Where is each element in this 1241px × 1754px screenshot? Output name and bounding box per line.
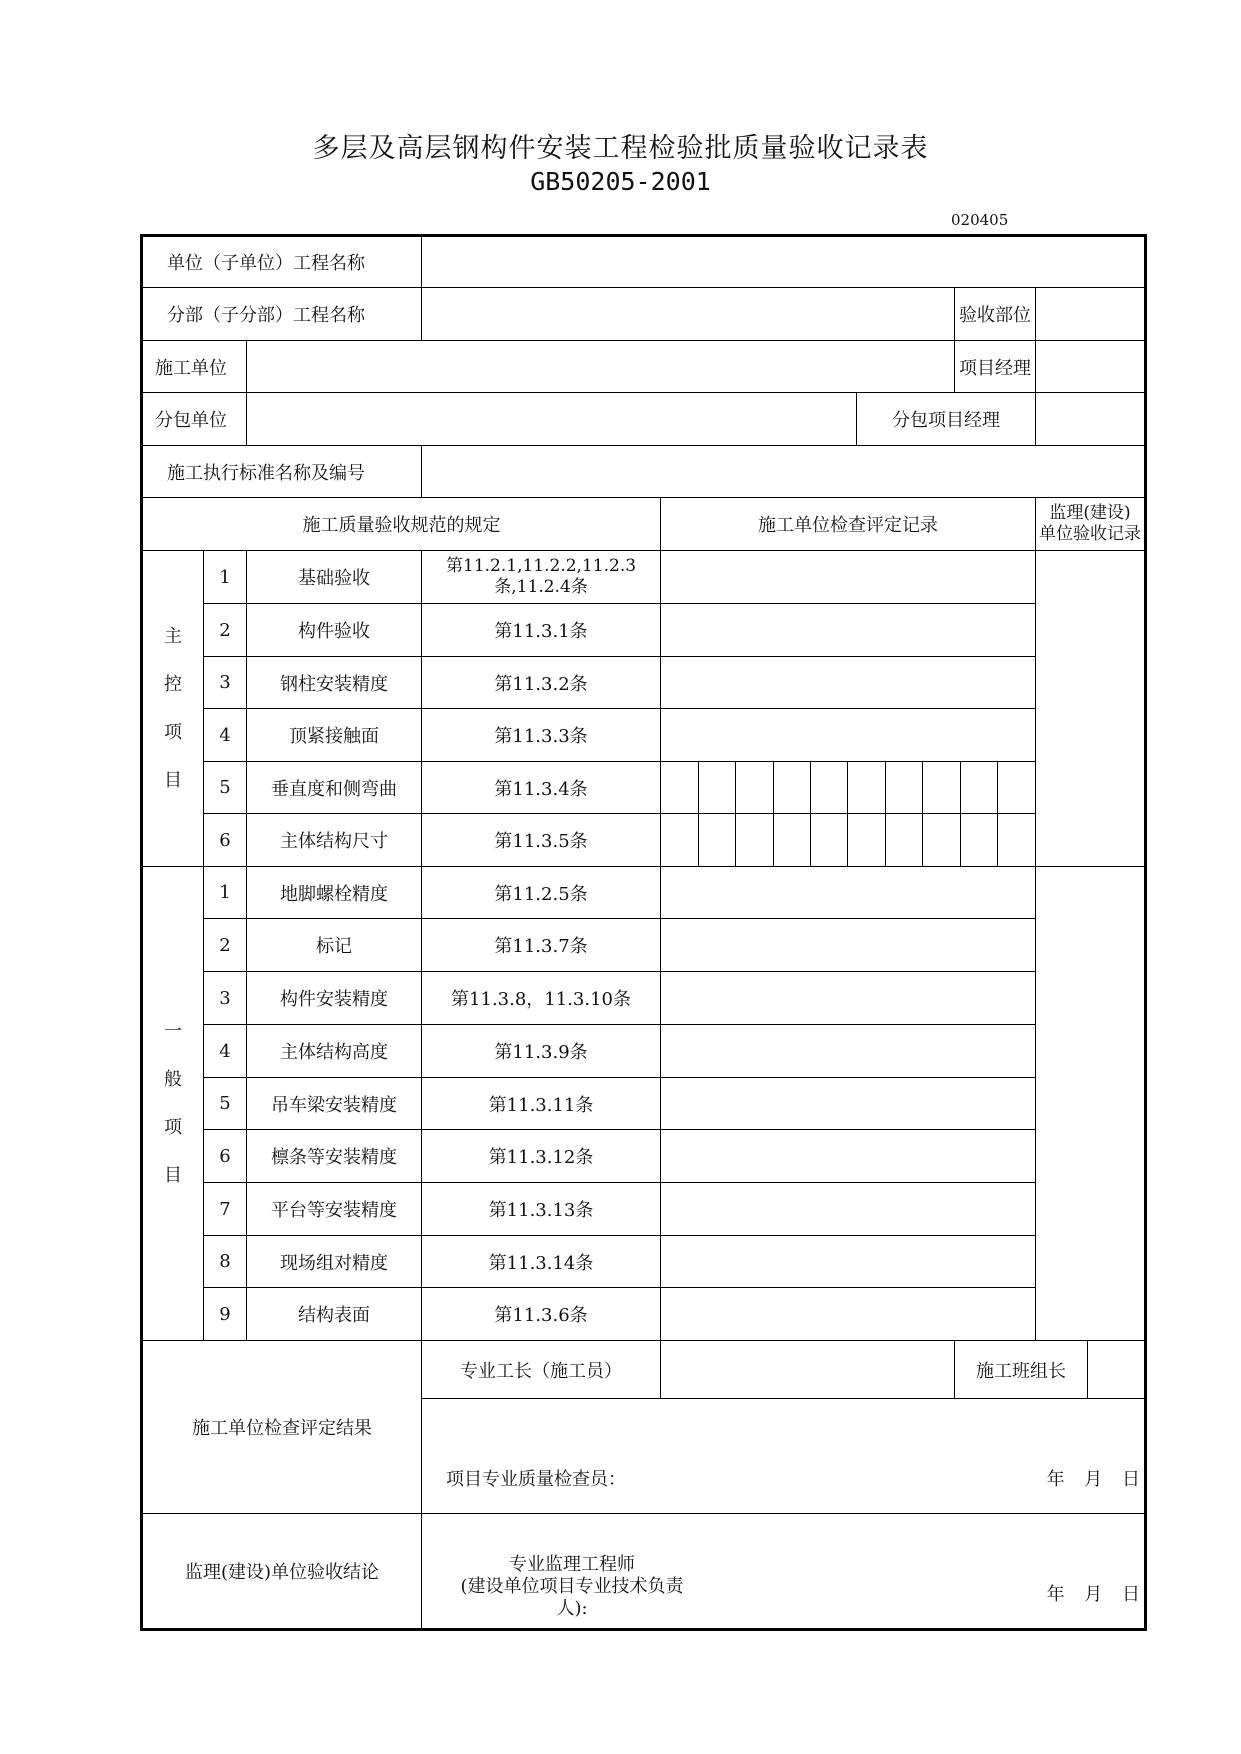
spec-column-header: 施工质量验收规范的规定 [142, 498, 661, 551]
supervision-conclusion-label: 监理(建设)单位验收结论 [142, 1514, 422, 1630]
item-clause: 第11.3.4条 [422, 762, 661, 814]
measurement-cells [661, 762, 1036, 814]
construction-result-label: 施工单位检查评定结果 [142, 1341, 422, 1514]
measurement-cell[interactable] [736, 762, 773, 813]
item-clause: 第11.3.3条 [422, 709, 661, 762]
item-name: 钢柱安装精度 [247, 657, 422, 709]
item-clause: 第11.3.13条 [422, 1183, 661, 1236]
inspection-record[interactable] [661, 867, 1036, 919]
measurement-cell[interactable] [736, 814, 773, 866]
general-supervision-record[interactable] [1036, 867, 1146, 1341]
item-name: 吊车梁安装精度 [247, 1078, 422, 1130]
inspection-record[interactable] [661, 1025, 1036, 1078]
item-number: 2 [204, 604, 247, 657]
item-name: 平台等安装精度 [247, 1183, 422, 1236]
item-clause: 第11.3.9条 [422, 1025, 661, 1078]
construction-unit-label: 施工单位 [142, 341, 247, 393]
group-char: 项 [164, 1116, 182, 1138]
acceptance-part-label: 验收部位 [955, 288, 1036, 341]
main-supervision-record[interactable] [1036, 551, 1146, 867]
item-number: 7 [204, 1183, 247, 1236]
foreman-label: 专业工长（施工员） [422, 1341, 661, 1399]
measurement-cell[interactable] [661, 814, 698, 866]
item-number: 3 [204, 657, 247, 709]
item-name: 构件安装精度 [247, 972, 422, 1025]
inspection-record[interactable] [661, 1236, 1036, 1288]
supervision-conclusion-area[interactable] [422, 1514, 1146, 1630]
sub-project-manager-label: 分包项目经理 [857, 393, 1036, 446]
item-number: 8 [204, 1236, 247, 1288]
item-name: 顶紧接触面 [247, 709, 422, 762]
item-name: 主体结构高度 [247, 1025, 422, 1078]
group-char: 控 [164, 673, 182, 695]
measurement-cell[interactable] [661, 762, 698, 813]
construction-result-area[interactable] [422, 1399, 1146, 1514]
item-name: 基础验收 [247, 551, 422, 604]
unit-project-value[interactable] [422, 236, 1146, 288]
measurement-cell[interactable] [698, 762, 735, 813]
sub-project-label: 分部（子分部）工程名称 [142, 288, 422, 341]
quality-inspector-label: 项目专业质量检查员： [446, 1469, 627, 1490]
form-title: 多层及高层钢构件安装工程检验批质量验收记录表 [312, 133, 929, 164]
inspection-record[interactable] [661, 604, 1036, 657]
item-name: 结构表面 [247, 1288, 422, 1341]
measurement-cell[interactable] [960, 814, 997, 866]
measurement-grid [661, 814, 1035, 866]
item-number: 5 [204, 762, 247, 814]
inspection-record[interactable] [661, 709, 1036, 762]
item-number: 6 [204, 814, 247, 867]
item-number: 4 [204, 1025, 247, 1078]
supervision-column-header [1036, 498, 1146, 551]
group-char: 般 [164, 1068, 182, 1090]
group-char: 项 [164, 721, 182, 743]
item-clause: 第11.2.1,11.2.2,11.2.3条,11.2.4条 [422, 551, 661, 604]
item-clause: 第11.3.5条 [422, 814, 661, 867]
unit-project-label: 单位（子单位）工程名称 [142, 236, 422, 288]
team-leader-label: 施工班组长 [955, 1341, 1088, 1399]
inspection-record[interactable] [661, 972, 1036, 1025]
item-clause: 第11.3.12条 [422, 1130, 661, 1183]
item-name: 垂直度和侧弯曲 [247, 762, 422, 814]
inspection-column-header: 施工单位检查评定记录 [661, 498, 1036, 551]
supervision-header-line2: 单位验收记录 [1039, 524, 1142, 544]
measurement-cell[interactable] [811, 814, 848, 866]
item-number: 6 [204, 1130, 247, 1183]
standard-label: 施工执行标准名称及编号 [142, 446, 422, 498]
item-clause: 第11.3.1条 [422, 604, 661, 657]
item-number: 1 [204, 867, 247, 919]
acceptance-part-value[interactable] [1036, 288, 1146, 341]
subcontractor-label: 分包单位 [142, 393, 247, 446]
measurement-cell[interactable] [960, 762, 997, 813]
measurement-cells [661, 814, 1036, 867]
measurement-cell[interactable] [885, 814, 922, 866]
group-char: 目 [164, 769, 182, 791]
supervision-header-line1: 监理(建设) [1049, 503, 1131, 523]
group-char: 主 [164, 625, 182, 647]
construction-unit-value[interactable] [247, 341, 955, 393]
item-number: 3 [204, 972, 247, 1025]
item-name: 标记 [247, 919, 422, 972]
measurement-cell[interactable] [923, 814, 960, 866]
measurement-cell[interactable] [885, 762, 922, 813]
measurement-cell[interactable] [773, 814, 810, 866]
acceptance-record-table [140, 234, 1147, 1631]
sub-project-manager-value[interactable] [1036, 393, 1146, 446]
item-clause: 第11.2.5条 [422, 867, 661, 919]
item-clause: 第11.3.6条 [422, 1288, 661, 1341]
date-label: 年 月 日 [1046, 1584, 1141, 1605]
item-clause: 第11.3.2条 [422, 657, 661, 709]
measurement-cell[interactable] [848, 762, 885, 813]
item-name: 构件验收 [247, 604, 422, 657]
group-char: 一 [164, 1020, 182, 1042]
item-number: 4 [204, 709, 247, 762]
inspection-record[interactable] [661, 551, 1036, 604]
foreman-value[interactable] [661, 1341, 955, 1399]
item-clause: 第11.3.7条 [422, 919, 661, 972]
inspection-record[interactable] [661, 919, 1036, 972]
item-clause: 第11.3.14条 [422, 1236, 661, 1288]
measurement-cell[interactable] [998, 762, 1035, 813]
inspection-record[interactable] [661, 1078, 1036, 1130]
standard-value[interactable] [422, 446, 1146, 498]
inspection-record[interactable] [661, 657, 1036, 709]
measurement-cell[interactable] [848, 814, 885, 866]
item-number: 2 [204, 919, 247, 972]
supervisor-line1: 专业监理工程师 [509, 1554, 636, 1575]
measurement-cell[interactable] [998, 814, 1035, 866]
subcontractor-value[interactable] [247, 393, 857, 446]
measurement-cell[interactable] [698, 814, 735, 866]
measurement-cell[interactable] [773, 762, 810, 813]
supervisor-line2: (建设单位项目专业技术负责人): [460, 1576, 684, 1619]
item-number: 5 [204, 1078, 247, 1130]
measurement-cell[interactable] [811, 762, 848, 813]
project-manager-label: 项目经理 [955, 341, 1036, 393]
item-name: 地脚螺栓精度 [247, 867, 422, 919]
inspection-record[interactable] [661, 1288, 1036, 1341]
item-clause: 第11.3.8，11.3.10条 [422, 972, 661, 1025]
team-leader-value[interactable] [1088, 1341, 1146, 1399]
sub-project-value[interactable] [422, 288, 955, 341]
project-manager-value[interactable] [1036, 341, 1146, 393]
item-name: 现场组对精度 [247, 1236, 422, 1288]
measurement-grid [661, 762, 1035, 813]
inspection-record[interactable] [661, 1130, 1036, 1183]
supervisor-signature-label [452, 1554, 692, 1620]
item-name: 主体结构尺寸 [247, 814, 422, 867]
item-number: 9 [204, 1288, 247, 1341]
group-char: 目 [164, 1164, 182, 1186]
measurement-cell[interactable] [923, 762, 960, 813]
main-control-group-label [142, 551, 204, 867]
form-code: 020405 [951, 211, 1009, 229]
date-label: 年 月 日 [1046, 1469, 1141, 1490]
general-group-label [142, 867, 204, 1341]
item-name: 檩条等安装精度 [247, 1130, 422, 1183]
inspection-record[interactable] [661, 1183, 1036, 1236]
standard-number: GB50205-2001 [530, 167, 711, 196]
item-clause: 第11.3.11条 [422, 1078, 661, 1130]
item-number: 1 [204, 551, 247, 604]
